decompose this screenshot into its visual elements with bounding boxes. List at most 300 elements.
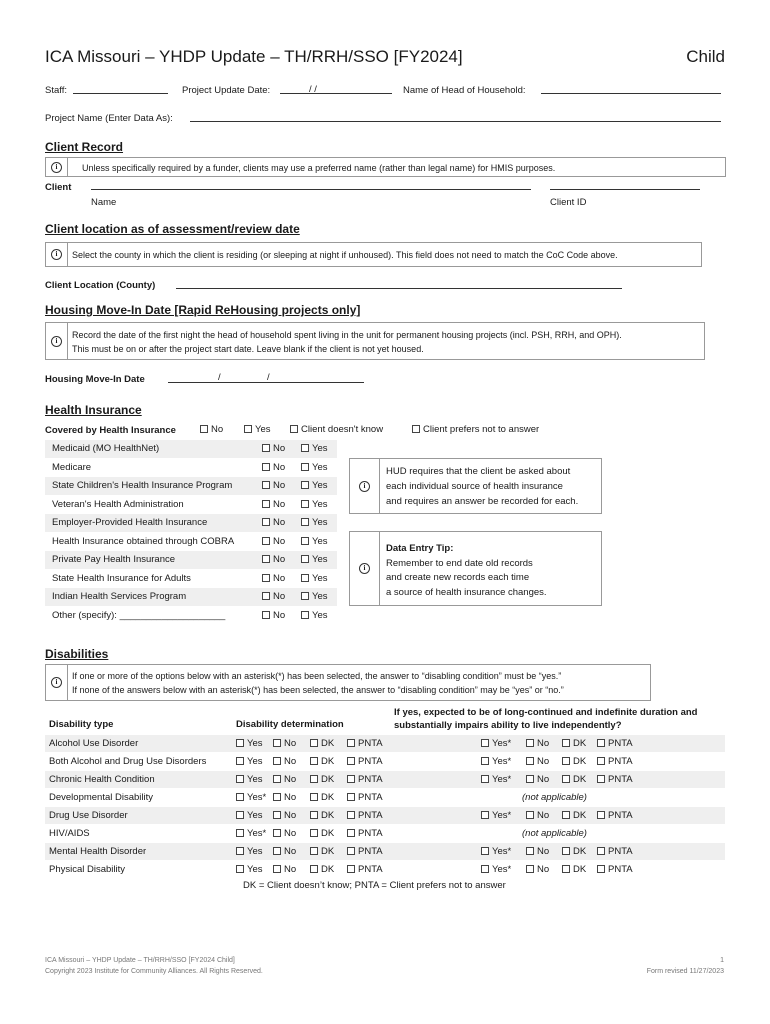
checkbox[interactable] (301, 444, 309, 452)
checkbox[interactable] (262, 481, 270, 489)
disabilities-legend: DK = Client doesn’t know; PNTA = Client prefers not to answer (243, 880, 506, 891)
checkbox[interactable] (262, 555, 270, 563)
footer-revised: Form revised 11/27/2023 (646, 968, 724, 975)
determination-no[interactable] (273, 810, 296, 821)
checkbox[interactable] (301, 481, 309, 489)
no-label: No (284, 828, 297, 839)
insurance-yes-option[interactable] (301, 610, 328, 621)
insurance-yes-option[interactable] (301, 591, 328, 602)
checkbox[interactable] (244, 425, 252, 433)
checkbox[interactable] (262, 518, 270, 526)
client-location-label: Client Location (County) (45, 280, 156, 291)
yes-label: Yes (247, 810, 263, 821)
yes-label: Yes (312, 573, 328, 584)
checkbox[interactable] (481, 739, 489, 747)
checkbox[interactable] (301, 518, 309, 526)
yes-label: Yes* (492, 864, 512, 875)
insurance-source-label: State Children's Health Insurance Program (52, 480, 233, 491)
checkbox[interactable] (310, 775, 318, 783)
dk-label: DK (573, 810, 587, 821)
pnta-label: PNTA (608, 774, 633, 785)
insurance-no-option[interactable] (262, 517, 285, 528)
yes-label: Yes (312, 536, 328, 547)
disability-type-label: Developmental Disability (49, 792, 154, 803)
checkbox[interactable] (262, 611, 270, 619)
insurance-source-label: Other (specify): ____________________ (52, 610, 226, 621)
checkbox[interactable] (562, 757, 570, 765)
long-continued-no[interactable] (526, 738, 549, 749)
disability-type (49, 846, 146, 857)
checkbox[interactable] (526, 739, 534, 747)
determination-no[interactable] (273, 774, 296, 785)
staff-field[interactable] (73, 84, 168, 94)
determination-pnta[interactable] (347, 864, 383, 875)
insurance-source-label: Health Insurance obtained through COBRA (52, 536, 235, 547)
tip-line: a source of health insurance changes. (386, 586, 547, 598)
determination-dk[interactable] (310, 846, 334, 857)
checkbox[interactable] (526, 847, 534, 855)
checkbox[interactable] (347, 865, 355, 873)
checkbox[interactable] (301, 555, 309, 563)
no-label: No (273, 499, 286, 510)
determination-yes[interactable] (236, 738, 263, 749)
client-location-field[interactable] (176, 279, 622, 289)
determination-yes[interactable] (236, 864, 263, 875)
insurance-no-option[interactable] (262, 462, 285, 473)
disability-type-label: Alcohol Use Disorder (49, 738, 139, 749)
checkbox[interactable] (526, 865, 534, 873)
checkbox[interactable] (597, 739, 605, 747)
move-in-heading (45, 303, 360, 317)
checkbox[interactable] (301, 500, 309, 508)
move-in-info-line1: Record the date of the first night the head of household spent living in the unit for permanent housing projects (incl. PSH, RRH, and OPH). (72, 330, 622, 340)
checkbox[interactable] (301, 537, 309, 545)
checkbox[interactable] (481, 865, 489, 873)
checkbox[interactable] (562, 739, 570, 747)
insurance-yes-option[interactable] (301, 462, 328, 473)
determination-no[interactable] (273, 846, 296, 857)
move-in-info (45, 322, 705, 360)
checkbox[interactable] (481, 757, 489, 765)
checkbox[interactable] (347, 847, 355, 855)
staff-label: Staff: (45, 85, 68, 96)
checkbox[interactable] (290, 425, 298, 433)
checkbox[interactable] (562, 811, 570, 819)
checkbox[interactable] (262, 444, 270, 452)
checkbox[interactable] (262, 574, 270, 582)
pnta-label: PNTA (358, 756, 383, 767)
yes-label: Yes (247, 756, 263, 767)
col-disability-type: Disability type (49, 719, 114, 730)
yes-label: Yes (312, 480, 328, 491)
disability-type (49, 756, 206, 767)
no-label: No (273, 554, 286, 565)
checkbox[interactable] (597, 847, 605, 855)
pnta-label: PNTA (358, 792, 383, 803)
determination-dk[interactable] (310, 774, 334, 785)
update-date-slashes: / / (309, 84, 317, 95)
checkbox[interactable] (301, 611, 309, 619)
info-icon: i (46, 158, 68, 176)
disability-type (49, 792, 153, 803)
checkbox[interactable] (236, 865, 244, 873)
yes-label: Yes* (492, 846, 512, 857)
no-label: No (284, 774, 297, 785)
long-continued-pnta[interactable] (597, 810, 633, 821)
insurance-no-option[interactable] (262, 499, 285, 510)
determination-yes[interactable] (236, 846, 263, 857)
checkbox[interactable] (273, 811, 281, 819)
long-continued-pnta[interactable] (597, 846, 633, 857)
checkbox[interactable] (273, 793, 281, 801)
long-continued-dk[interactable] (562, 846, 586, 857)
no-label: No (273, 480, 286, 491)
dk-label: DK (321, 756, 335, 767)
client-id-field[interactable] (550, 180, 700, 190)
checkbox[interactable] (597, 775, 605, 783)
col-long-continued (394, 706, 698, 732)
insurance-no-option[interactable] (262, 610, 285, 621)
determination-no[interactable] (273, 864, 296, 875)
yes-label: Yes* (247, 828, 267, 839)
insurance-source-label: Employer-Provided Health Insurance (52, 517, 208, 528)
covered-option-no-label: No (211, 424, 224, 435)
determination-dk[interactable] (310, 756, 334, 767)
checkbox[interactable] (310, 811, 318, 819)
hud-note-line: HUD requires that the client be asked about (386, 466, 571, 477)
checkbox[interactable] (301, 574, 309, 582)
not-applicable-label: (not applicable) (522, 792, 587, 803)
no-label: No (273, 610, 286, 621)
checkbox[interactable] (236, 757, 244, 765)
no-label: No (537, 846, 550, 857)
determination-dk[interactable] (310, 792, 334, 803)
checkbox[interactable] (310, 739, 318, 747)
move-in-info-line2: This must be on or after the project start date. Leave blank if the client is not yet housed. (72, 344, 424, 354)
checkbox[interactable] (310, 793, 318, 801)
no-label: No (273, 536, 286, 547)
long-continued-pnta[interactable] (597, 774, 633, 785)
dk-label: DK (321, 846, 335, 857)
checkbox[interactable] (262, 463, 270, 471)
tip-title: Data Entry Tip: (386, 543, 454, 554)
long-continued-yes[interactable] (481, 846, 511, 857)
hud-note-line: each individual source of health insurance (386, 481, 563, 492)
determination-pnta[interactable] (347, 774, 383, 785)
info-icon: i (46, 243, 68, 266)
checkbox[interactable] (236, 775, 244, 783)
no-label: No (537, 810, 550, 821)
checkbox[interactable] (526, 775, 534, 783)
determination-yes[interactable] (236, 828, 266, 839)
project-name-label: Project Name (Enter Data As): (45, 113, 173, 124)
covered-option-yes[interactable] (244, 424, 271, 435)
checkbox[interactable] (562, 865, 570, 873)
no-label: No (537, 738, 550, 749)
dk-label: DK (573, 774, 587, 785)
yes-label: Yes* (492, 810, 512, 821)
long-continued-dk[interactable] (562, 810, 586, 821)
insurance-source-label: Medicare (52, 462, 92, 473)
long-continued-no[interactable] (526, 846, 549, 857)
disability-type-label: Mental Health Disorder (49, 846, 147, 857)
determination-yes[interactable] (236, 774, 263, 785)
covered-option-pnta[interactable] (412, 424, 539, 435)
long-continued-no[interactable] (526, 756, 549, 767)
dk-label: DK (573, 738, 587, 749)
checkbox[interactable] (273, 829, 281, 837)
covered-option-no[interactable] (200, 424, 223, 435)
no-label: No (284, 738, 297, 749)
checkbox[interactable] (273, 757, 281, 765)
pnta-label: PNTA (358, 774, 383, 785)
checkbox[interactable] (412, 425, 420, 433)
no-label: No (273, 443, 286, 454)
update-date-field[interactable] (280, 84, 392, 94)
long-continued-no[interactable] (526, 774, 549, 785)
checkbox[interactable] (310, 847, 318, 855)
no-label: No (284, 846, 297, 857)
checkbox[interactable] (236, 847, 244, 855)
checkbox[interactable] (347, 757, 355, 765)
determination-dk[interactable] (310, 864, 334, 875)
checkbox[interactable] (236, 811, 244, 819)
pnta-label: PNTA (608, 864, 633, 875)
checkbox[interactable] (481, 811, 489, 819)
checkbox[interactable] (347, 793, 355, 801)
dk-label: DK (321, 792, 335, 803)
insurance-yes-option[interactable] (301, 536, 328, 547)
insurance-source-label: Private Pay Health Insurance (52, 554, 176, 565)
move-in-heading-main: Housing Move-In Date (45, 303, 172, 317)
checkbox[interactable] (273, 847, 281, 855)
head-of-household-label: Name of Head of Household: (403, 85, 526, 96)
disability-type (49, 810, 128, 821)
insurance-yes-option[interactable] (301, 443, 328, 454)
long-continued-pnta[interactable] (597, 864, 633, 875)
client-location-info (45, 242, 702, 267)
yes-label: Yes* (492, 756, 512, 767)
disability-type (49, 774, 155, 785)
checkbox[interactable] (262, 537, 270, 545)
yes-label: Yes* (492, 774, 512, 785)
checkbox[interactable] (236, 739, 244, 747)
tip-line: Remember to end date old records (386, 557, 533, 569)
checkbox[interactable] (481, 775, 489, 783)
no-label: No (537, 756, 550, 767)
long-continued-yes[interactable] (481, 810, 511, 821)
col-disability-determination: Disability determination (236, 719, 344, 730)
determination-dk[interactable] (310, 828, 334, 839)
checkbox[interactable] (200, 425, 208, 433)
checkbox[interactable] (347, 811, 355, 819)
checkbox[interactable] (273, 739, 281, 747)
long-continued-dk[interactable] (562, 756, 586, 767)
yes-label: Yes (247, 864, 263, 875)
no-label: No (537, 774, 550, 785)
no-label: No (537, 864, 550, 875)
insurance-source-label: State Health Insurance for Adults (52, 573, 191, 584)
pnta-label: PNTA (358, 738, 383, 749)
covered-option-dk[interactable] (290, 424, 383, 435)
determination-no[interactable] (273, 828, 296, 839)
checkbox[interactable] (347, 829, 355, 837)
long-continued-na (522, 792, 587, 803)
no-label: No (284, 792, 297, 803)
determination-yes[interactable] (236, 792, 266, 803)
pnta-label: PNTA (358, 810, 383, 821)
footer-copyright: Copyright 2023 Institute for Community Alliances. All Rights Reserved. (45, 968, 263, 975)
col-long-line1: If yes, expected to be of long-continued and indefinite duration and (394, 707, 698, 718)
pnta-label: PNTA (358, 864, 383, 875)
yes-label: Yes (247, 774, 263, 785)
insurance-source-label: Indian Health Services Program (52, 591, 187, 602)
disability-type (49, 738, 138, 749)
checkbox[interactable] (273, 775, 281, 783)
insurance-yes-option[interactable] (301, 480, 328, 491)
determination-no[interactable] (273, 738, 296, 749)
determination-no[interactable] (273, 792, 296, 803)
determination-yes[interactable] (236, 756, 263, 767)
checkbox[interactable] (273, 865, 281, 873)
long-continued-na (522, 828, 587, 839)
dk-label: DK (321, 864, 335, 875)
dk-label: DK (321, 828, 335, 839)
covered-option-pnta-label: Client prefers not to answer (423, 424, 540, 435)
yes-label: Yes* (247, 792, 267, 803)
checkbox[interactable] (310, 757, 318, 765)
health-insurance-heading: Health Insurance (45, 403, 142, 417)
insurance-no-option[interactable] (262, 554, 285, 565)
info-icon: i (350, 532, 380, 605)
checkbox[interactable] (526, 757, 534, 765)
insurance-yes-option[interactable] (301, 499, 328, 510)
no-label: No (273, 591, 286, 602)
long-continued-no[interactable] (526, 810, 549, 821)
determination-pnta[interactable] (347, 738, 383, 749)
yes-label: Yes (312, 462, 328, 473)
determination-no[interactable] (273, 756, 296, 767)
checkbox[interactable] (347, 739, 355, 747)
checkbox[interactable] (310, 829, 318, 837)
determination-pnta[interactable] (347, 792, 383, 803)
update-date-label: Project Update Date: (182, 85, 271, 96)
footer-page-number: 1 (720, 957, 724, 964)
no-label: No (273, 462, 286, 473)
yes-label: Yes (312, 610, 328, 621)
determination-yes[interactable] (236, 810, 263, 821)
checkbox[interactable] (526, 811, 534, 819)
long-continued-yes[interactable] (481, 774, 511, 785)
determination-pnta[interactable] (347, 810, 383, 821)
determination-pnta[interactable] (347, 828, 383, 839)
disability-type-label: HIV/AIDS (49, 828, 90, 839)
checkbox[interactable] (262, 592, 270, 600)
client-name-field[interactable] (91, 180, 531, 190)
checkbox[interactable] (236, 793, 244, 801)
disability-type-label: Physical Disability (49, 864, 126, 875)
long-continued-no[interactable] (526, 864, 549, 875)
move-in-date-slash-2: / (267, 372, 270, 383)
checkbox[interactable] (301, 463, 309, 471)
long-continued-yes[interactable] (481, 864, 511, 875)
long-continued-yes[interactable] (481, 756, 511, 767)
pnta-label: PNTA (358, 846, 383, 857)
name-caption: Name (91, 197, 117, 208)
client-label: Client (45, 182, 72, 193)
dk-label: DK (321, 774, 335, 785)
disabilities-info (45, 664, 651, 701)
disabilities-info-line2: If none of the answers below with an asterisk(*) has been selected, the answer to “disabling condition” may be “yes” or “no.” (72, 685, 564, 695)
disabilities-heading: Disabilities (45, 647, 109, 661)
checkbox[interactable] (597, 811, 605, 819)
determination-pnta[interactable] (347, 756, 383, 767)
data-entry-tip (349, 531, 602, 606)
long-continued-pnta[interactable] (597, 756, 633, 767)
long-continued-dk[interactable] (562, 774, 586, 785)
checkbox[interactable] (597, 757, 605, 765)
insurance-no-option[interactable] (262, 480, 285, 491)
determination-dk[interactable] (310, 810, 334, 821)
tip-line: and create new records each time (386, 572, 530, 583)
disability-type (49, 864, 125, 875)
disability-type-label: Both Alcohol and Drug Use Disorders (49, 756, 207, 767)
info-icon: i (46, 323, 68, 359)
long-continued-yes[interactable] (481, 738, 511, 749)
client-location-info-text: Select the county in which the client is residing (or sleeping at night if unhoused). This field does not need to match the CoC Code above. (72, 250, 618, 260)
move-in-date-field[interactable] (168, 373, 364, 383)
determination-pnta[interactable] (347, 846, 383, 857)
determination-dk[interactable] (310, 738, 334, 749)
dk-label: DK (321, 810, 335, 821)
yes-label: Yes* (492, 738, 512, 749)
insurance-yes-option[interactable] (301, 573, 328, 584)
checkbox[interactable] (236, 829, 244, 837)
long-continued-pnta[interactable] (597, 738, 633, 749)
head-of-household-field[interactable] (541, 84, 721, 94)
checkbox[interactable] (597, 865, 605, 873)
checkbox[interactable] (562, 775, 570, 783)
long-continued-dk[interactable] (562, 864, 586, 875)
yes-label: Yes (247, 738, 263, 749)
move-in-label: Housing Move-In Date (45, 374, 145, 385)
project-name-field[interactable] (190, 112, 721, 122)
yes-label: Yes (312, 443, 328, 454)
client-record-info-text: Unless specifically required by a funder, clients may use a preferred name (rather than legal name) for HMIS purposes. (82, 163, 556, 173)
checkbox[interactable] (481, 847, 489, 855)
no-label: No (284, 756, 297, 767)
checkbox[interactable] (347, 775, 355, 783)
checkbox[interactable] (310, 865, 318, 873)
client-record-heading: Client Record (45, 140, 124, 154)
checkbox[interactable] (562, 847, 570, 855)
insurance-yes-option[interactable] (301, 554, 328, 565)
info-icon: i (350, 459, 380, 513)
insurance-no-option[interactable] (262, 443, 285, 454)
no-label: No (284, 810, 297, 821)
insurance-no-option[interactable] (262, 536, 285, 547)
pnta-label: PNTA (608, 738, 633, 749)
yes-label: Yes (312, 554, 328, 565)
insurance-yes-option[interactable] (301, 517, 328, 528)
long-continued-dk[interactable] (562, 738, 586, 749)
checkbox[interactable] (301, 592, 309, 600)
insurance-no-option[interactable] (262, 573, 285, 584)
insurance-no-option[interactable] (262, 591, 285, 602)
checkbox[interactable] (262, 500, 270, 508)
covered-option-dk-label: Client doesn't know (301, 424, 384, 435)
form-title: ICA Missouri – YHDP Update – TH/RRH/SSO [FY2024] (45, 47, 463, 66)
